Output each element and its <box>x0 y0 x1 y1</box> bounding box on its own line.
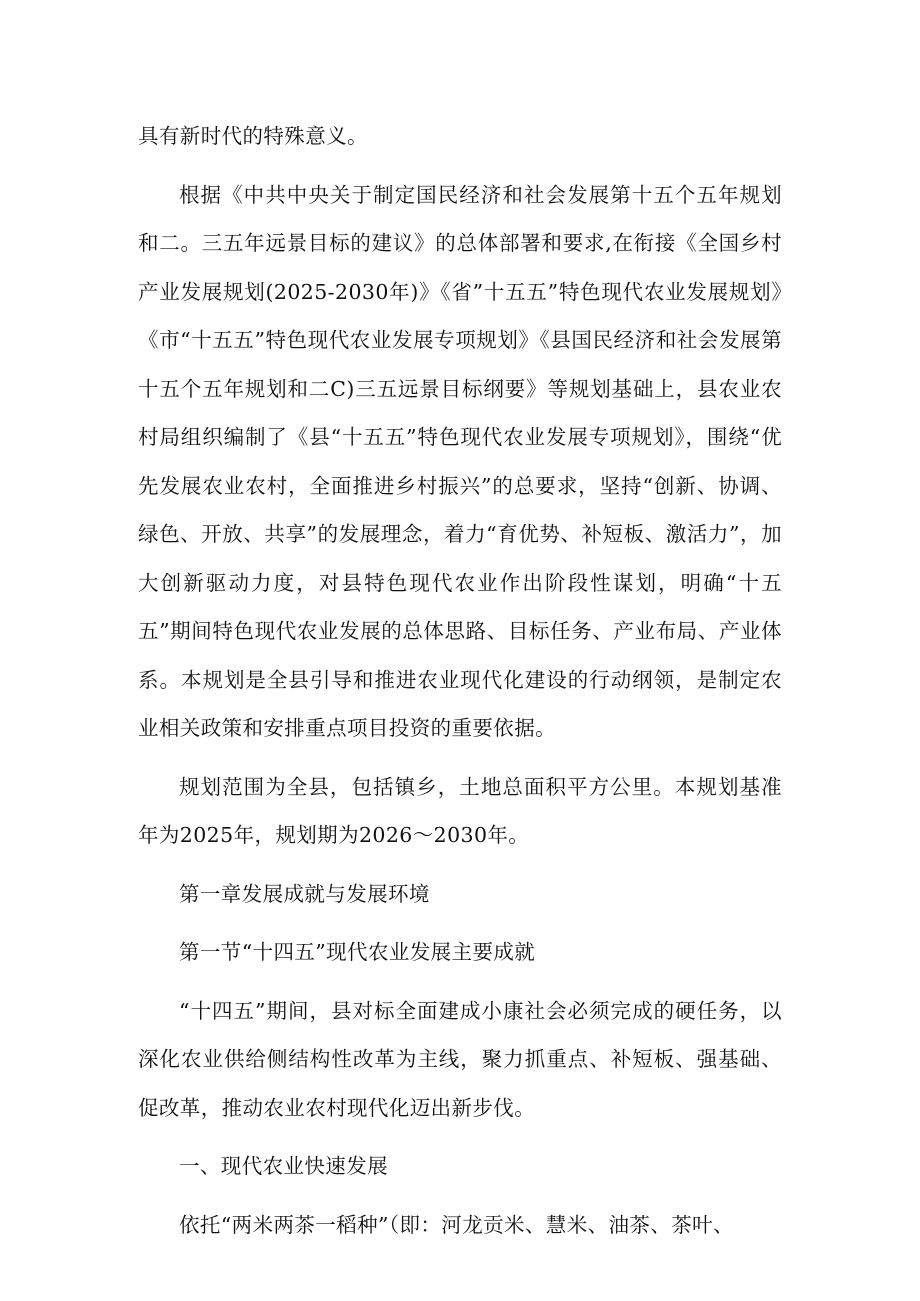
section-heading: 第一节“十四五”现代农业发展主要成就 <box>179 940 536 964</box>
paragraph-planning-basis: 根据《中共中央关于制定国民经济和社会发展第十五个五年规划和二。三五年远景目标的建议》的总体部署和要求,在衔接《全国乡村产业发展规划(2025-2030年)》《省”十五五”特色现代农业发展规划》《市“十五五”特色现代农业发展专项规划》《县国民经济和社会发展第十五个五年规划和二C)三五远景目标纲要》等规划基础上，县农业农村局组织编制了《县“十五五”特色现代农业发展专项规划》，围绕“优先发展农业农村，全面推进乡村振兴”的总要求，坚持“创新、协调、绿色、开放、共享”的发展理念，着力“育优势、补短板、激活力”，加大创新驱动力度，对县特色现代农业作出阶段性谋划，明确“十五五”期间特色现代农业发展的总体思路、目标任务、产业布局、产业体系。本规划是全县引导和推进农业现代化建设的行动纲领，是制定农业相关政策和安排重点项目投资的重要依据。 <box>138 182 782 740</box>
subsection-heading: 一、现代农业快速发展 <box>179 1154 388 1178</box>
chapter-heading: 第一章发展成就与发展环境 <box>179 881 430 906</box>
paragraph-achievements: “十四五”期间，县对标全面建成小康社会必须完成的硬任务，以深化农业供给侧结构性改革为主线，聚力抓重点、补短板、强基础、促改革，推动农业农村现代化迈出新步伐。 <box>138 998 782 1120</box>
paragraph-products: 依托“两米两茶一稻种”（即：河龙贡米、慧米、油茶、茶叶、 <box>179 1212 734 1237</box>
paragraph-intro-tail: 具有新时代的特殊意义。 <box>138 124 368 148</box>
paragraph-planning-scope: 规划范围为全县，包括镇乡，土地总面积平方公里。本规划基准年为2025年，规划期为2026〜2030年。 <box>138 774 782 847</box>
